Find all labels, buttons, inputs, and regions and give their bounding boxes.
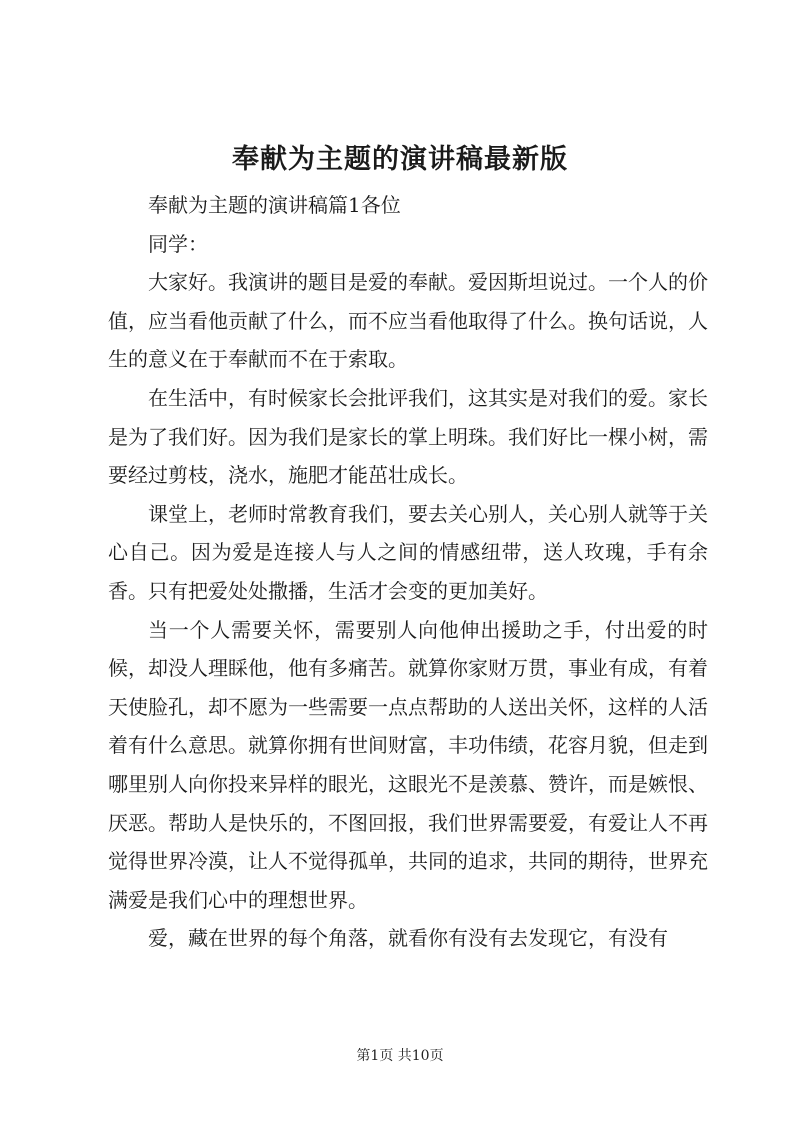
paragraph: 大家好。我演讲的题目是爱的奉献。爱因斯坦说过。一个人的价值，应当看他贡献了什么，而不应当看他取得了什么。换句话说，人生的意义在于奉献而不在于索取。 xyxy=(108,270,708,372)
document-title: 奉献为主题的演讲稿最新版 xyxy=(232,144,568,175)
paragraph: 课堂上，老师时常教育我们，要去关心别人，关心别人就等于关心自己。因为爱是连接人与人之间的情感纽带，送人玫瑰，手有余香。只有把爱处处撒播，生活才会变的更加美好。 xyxy=(108,501,708,603)
paragraph: 当一个人需要关怀，需要别人向他伸出援助之手，付出爱的时候，却没人理睬他，他有多痛苦。就算你家财万贯，事业有成，有着天使脸孔，却不愿为一些需要一点点帮助的人送出关怀，这样的人活着有什么意思。就算你拥有世间财富，丰功伟绩，花容月貌，但走到哪里别人向你投来异样的眼光，这眼光不是羡慕、赞许，而是嫉恨、厌恶。帮助人是快乐的，不图回报，我们世界需要爱，有爱让人不再觉得世界冷漠，让人不觉得孤单，共同的追求，共同的期待，世界充满爱是我们心中的理想世界。 xyxy=(108,617,708,912)
document-body xyxy=(108,186,708,958)
paragraph: 爱，藏在世界的每个角落，就看你有没有去发现它，有没有 xyxy=(148,926,668,951)
paragraph: 在生活中，有时候家长会批评我们，这其实是对我们的爱。家长是为了我们好。因为我们是家长的掌上明珠。我们好比一棵小树，需要经过剪枝，浇水，施肥才能茁壮成长。 xyxy=(108,385,708,488)
paragraph-salutation: 同学： xyxy=(148,231,208,256)
page-number-footer: 第1页 共10页 xyxy=(356,1048,444,1064)
paragraph-heading-line: 奉献为主题的演讲稿篇1各位 xyxy=(148,193,401,217)
